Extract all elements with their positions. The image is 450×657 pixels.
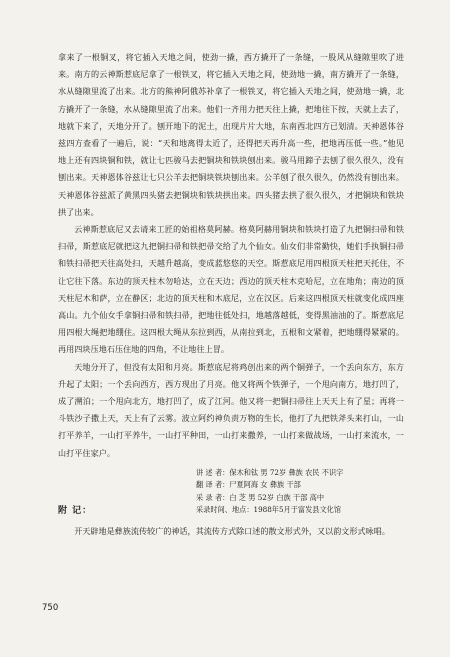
main-text [58,49,404,462]
credit-time-place: 采录时间、地点：1988年5月于富发县文化馆 [196,505,342,515]
note-text: 开天辟地是彝族流传较广的神话，其流传方式除口述的散文形式外，又以韵文形式咏唱。 [74,526,390,536]
paragraph-1: 拿来了一根铜叉，将它插入天地之间，使劲一撬，西方撬开了一条缝，一股风从缝隙里吹了进来。南方的云神斯惹底尼拿了一根铁叉，将它插入天地之间，使劲地一撬，南方撬开了一条缝，水从缝隙里流了出来。北方的熊神阿俄苏补拿了一根铁叉，将它插入天地之间，使劲地一撬，北方撬开了一条缝，水从缝隙里流了出来。他们一齐用力把天往上撬，把地往下按，天就上去了，地就下来了，天地分开了。刨开地下的泥土，出现片片大地，东南西北四方已划清。天神恩体谷兹四方查看了一遍后，说：“天和地离得太近了，还得把天再升高一些，把地再压低一些。”他见地上还有四块铜和铁，就让七匹骏马去把铜块和铁块刨出来。骏马用蹄子去刨了很久很久，没有刨出来。天神恩体谷兹让七只公羊去把铜块铁块刨出来。公羊刨了很久很久，仍然没有刨出来。天神恩体谷兹派了黄黑四头猪去把铜块和铁块拱出来。四头猪去拱了很久很久，才把铜块和铁块拱了出来。 [58,52,404,217]
credit-translator: 翻 译 者：尸夏阿海 女 彝族 干部 [196,480,301,490]
credit-narrator: 讲 述 者：保木和钛 男 72岁 彝族 农民 不识字 [196,468,344,477]
paragraph-3: 天地分开了，但没有太阳和月亮。斯惹底尼将鸡创出来的两个铜弹子，一个丢向东方，东方升起了太阳；一个丢向西方，西方现出了月亮。他又将两个铁弹子，一个甩向南方，地打凹了，成了溯泊；一个甩向北方，地打凹了，成了江河。他又将一把铜扫帚往上天天上有了星；再将一斗铁沙子撒上天，天上有了云雾。波立阿约神负责万物的生长，他打了九把铁斧头来打山，一山打平养羊，一山打平养牛，一山打平种田，一山打来撒养，一山打来做战场，一山打来流水，一山打平住家户。 [58,361,404,458]
note-heading: 附 记： [58,506,93,516]
credit-recorder: 采 录 者：白 芝 男 52岁 白族 干部 高中 [196,492,325,502]
credits-block [196,467,416,517]
page-number: 750 [42,603,59,613]
paragraph-2: 云神斯惹底尼又去请来工匠的始祖格莫阿赫。格莫阿赫用铜块和铁块打造了九把铜扫帚和铁扫帚，斯惹底尼就把这九把铜扫帚和铁把帚交给了九个仙女。仙女们非常勤快，她们手执铜扫帚和铁扫帚把天往高处扫，天越升越高，变成蓝悠悠的天空。斯惹底尼用四根顶天柱把天托住，不让它往下落。东边的顶天柱木勿哈达，立在天边；西边的顶天柱木克哈尼，立在地角；南边的顶天柱尼木和萨，立在静区；北边的顶天柱和木底尼，立在汉区。后来这四根顶天柱就变化成四座高山。九个仙女手拿铜扫帚和铁扫帚，把地往低处扫，地越落越低，变得黑油油的了。斯惹底尼用四根大绳把地绷住。这四根大绳从东拉到西，从南拉到北，五根和文紧着，把地绷得紧紧的。再用四块压地石压住地的四角，不让地往上冒。 [58,224,404,355]
